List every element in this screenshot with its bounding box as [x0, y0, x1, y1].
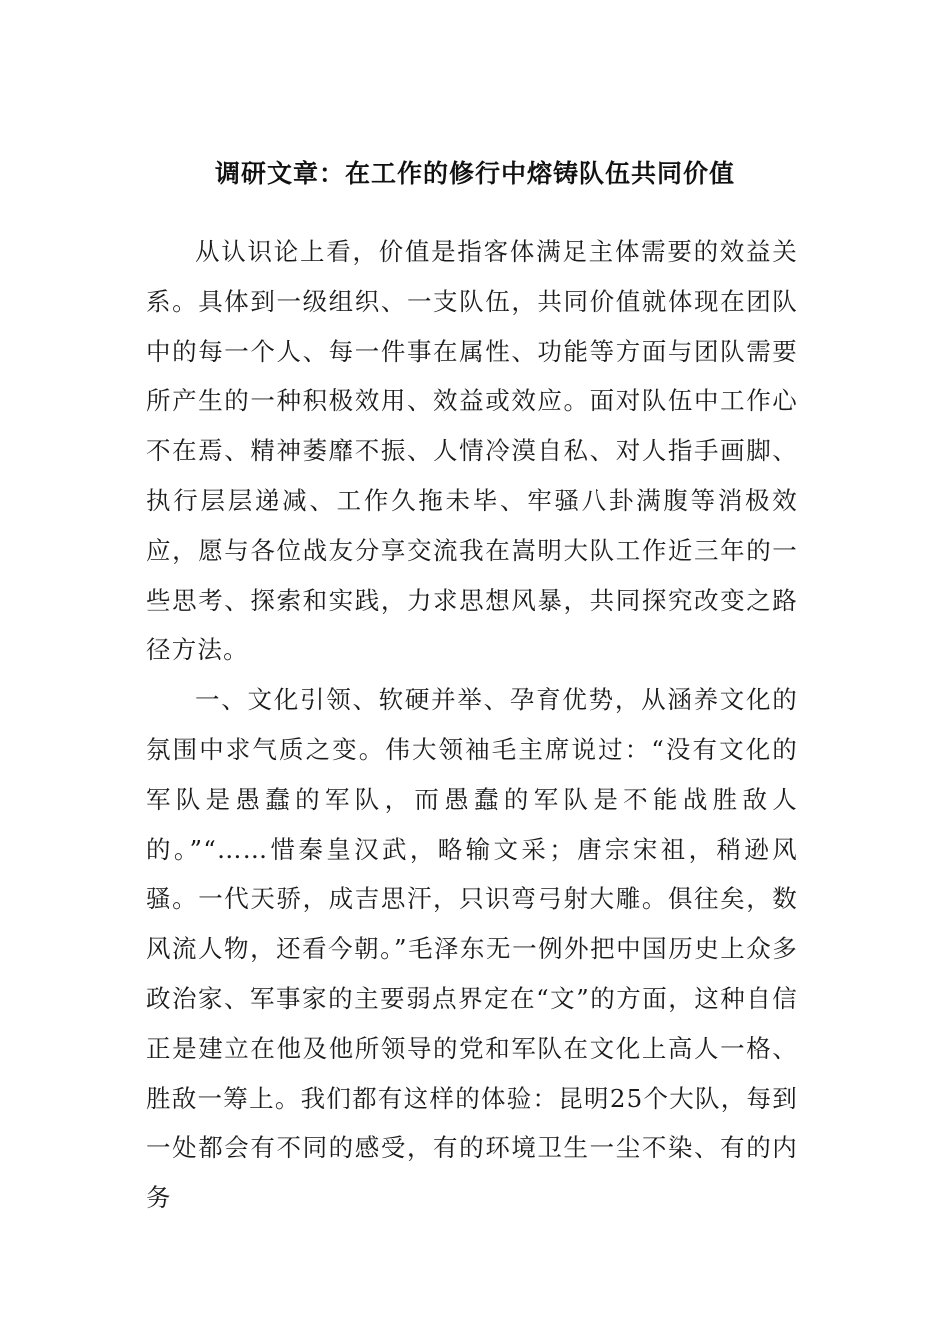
paragraph-section-one: 一、文化引领、软硬并举、孕育优势，从涵养文化的氛围中求气质之变。伟大领袖毛主席说过：“没有文化的军队是愚蠢的军队，而愚蠢的军队是不能战胜敌人的。”“……惜秦皇汉武，略输文采；唐宗宋祖，稍逊风骚。一代天骄，成吉思汗，只识弯弓射大雕。俱往矣，数风流人物，还看今朝。”毛泽东无一例外把中国历史上众多政治家、军事家的主要弱点界定在“文”的方面，这种自信正是建立在他及他所领导的党和军队在文化上高人一格、胜敌一筹上。我们都有这样的体验：昆明25个大队，每到一处都会有不同的感受，有的环境卫生一尘不染、有的内务 — [146, 685, 798, 1213]
document-body — [146, 227, 798, 1223]
paragraph-intro: 从认识论上看，价值是指客体满足主体需要的效益关系。具体到一级组织、一支队伍，共同价值就体现在团队中的每一个人、每一件事在属性、功能等方面与团队需要所产生的一种积极效用、效益或效应。面对队伍中工作心不在焉、精神萎靡不振、人情冷漠自私、对人指手画脚、执行层层递减、工作久拖未毕、牢骚八卦满腹等消极效应，愿与各位战友分享交流我在嵩明大队工作近三年的一些思考、探索和实践，力求思想风暴，共同探究改变之路径方法。 — [146, 237, 798, 665]
document-title: 调研文章：在工作的修行中熔铸队伍共同价值 — [214, 159, 735, 188]
